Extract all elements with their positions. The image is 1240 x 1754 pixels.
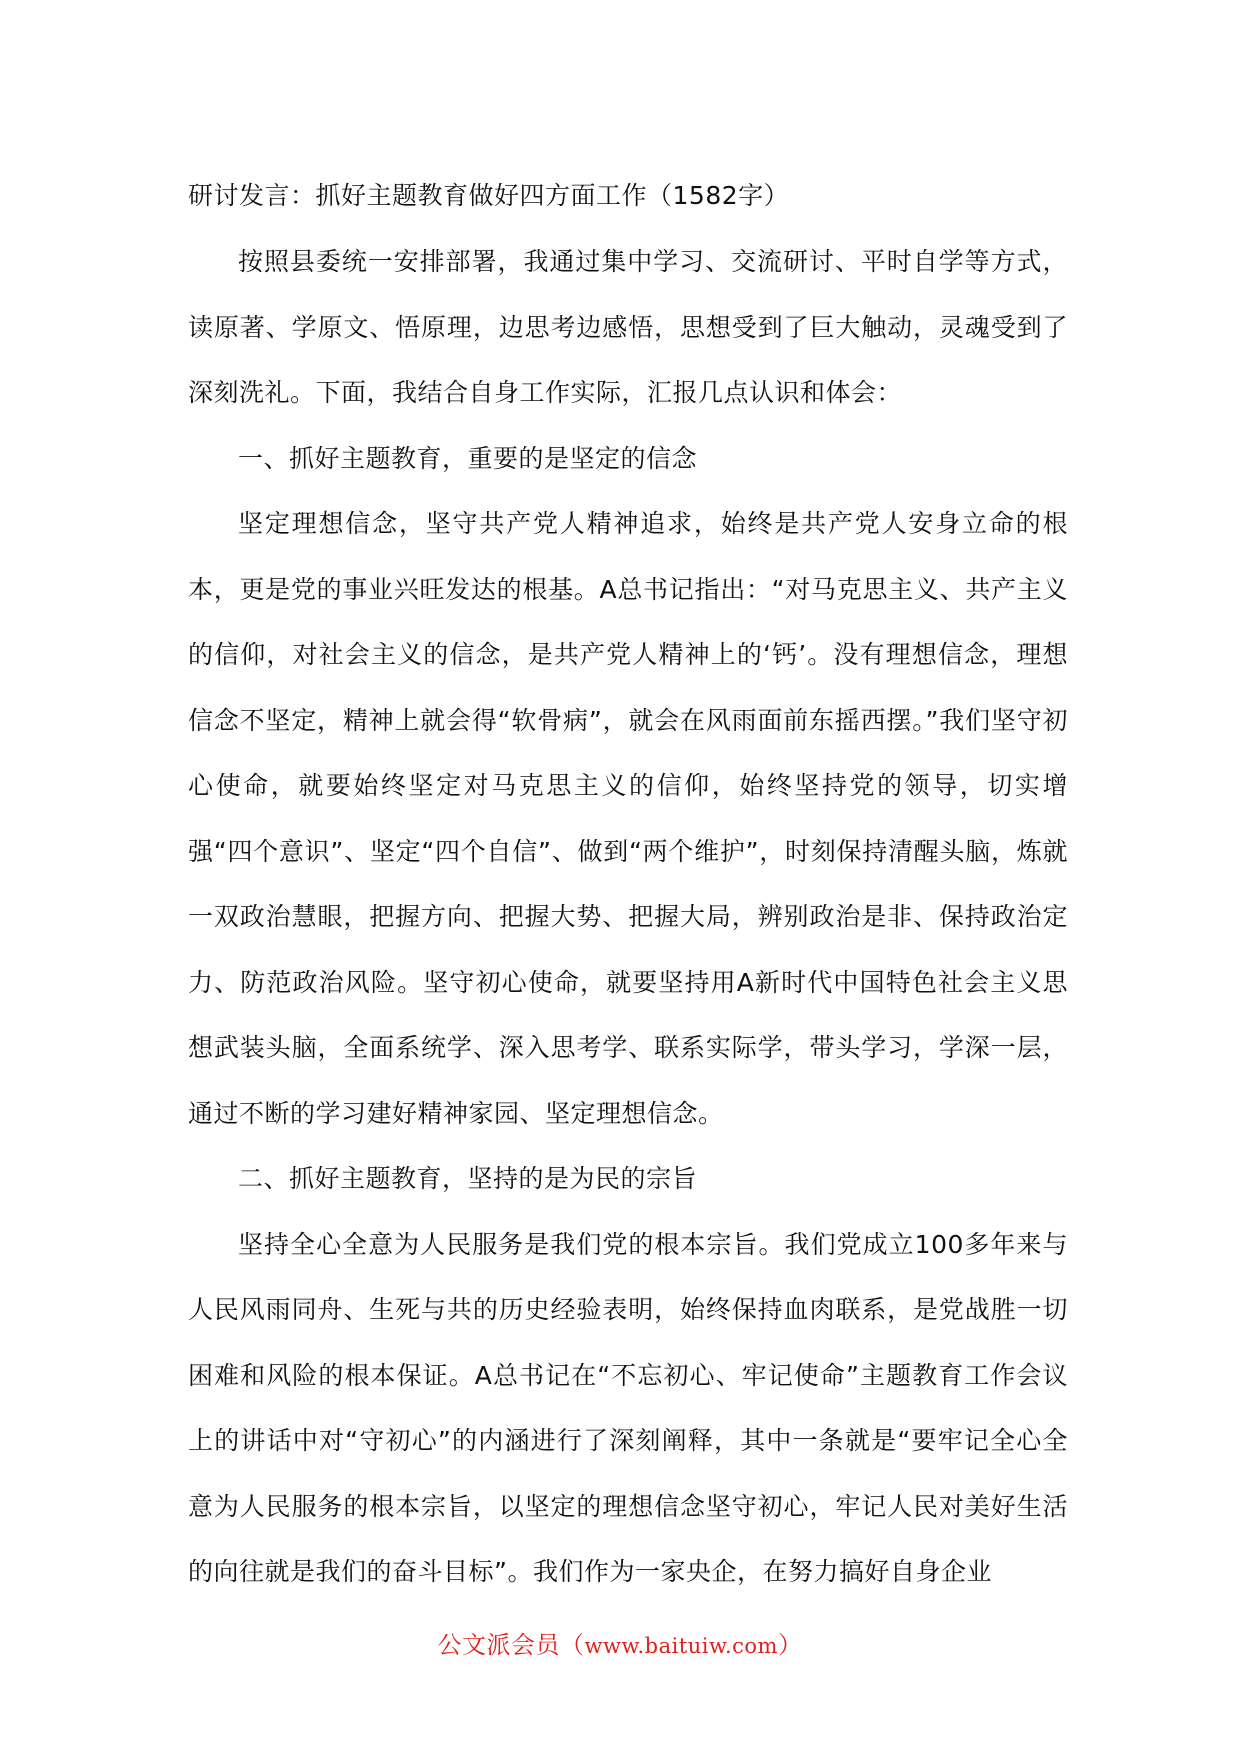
document-title: 研讨发言：抓好主题教育做好四方面工作（1582字） xyxy=(188,181,790,210)
footer-link[interactable]: www.baituiw.com xyxy=(584,1634,778,1658)
section-body-2: 坚持全心全意为人民服务是我们党的根本宗旨。我们党成立100多年来与人民风雨同舟、生死与共的历史经验表明，始终保持血肉联系，是党战胜一切困难和风险的根本保证。A总书记在“不忘初心、牢记使命”主题教育工作会议上的讲话中对“守初心”的内涵进行了深刻阐释，其中一条就是“要牢记全心全意为人民服务的根本宗旨，以坚定的理想信念坚守初心，牢记人民对美好生活的向往就是我们的奋斗目标”。我们作为一家央企，在努力搞好自身企业 xyxy=(188,1229,1068,1586)
section-heading-2: 二、抓好主题教育，坚持的是为民的宗旨 xyxy=(238,1164,698,1193)
footer-watermark xyxy=(0,1625,1240,1660)
section-heading-1: 一、抓好主题教育，重要的是坚定的信念 xyxy=(238,443,698,473)
footer-suffix: ） xyxy=(777,1631,803,1659)
footer-prefix: 公文派会员（ xyxy=(437,1631,585,1659)
document-body xyxy=(188,163,1068,1605)
intro-paragraph: 按照县委统一安排部署，我通过集中学习、交流研讨、平时自学等方式，读原著、学原文、悟原理，边思考边感悟，思想受到了巨大触动，灵魂受到了深刻洗礼。下面，我结合自身工作实际，汇报几点认识和体会： xyxy=(188,247,1068,407)
section-body-1: 坚定理想信念，坚守共产党人精神追求，始终是共产党人安身立命的根本，更是党的事业兴旺发达的根基。A总书记指出：“对马克思主义、共产主义的信仰，对社会主义的信念，是共产党人精神上的‘钙’。没有理想信念，理想信念不坚定，精神上就会得“软骨病”，就会在风雨面前东摇西摆。”我们坚守初心使命，就要始终坚定对马克思主义的信仰，始终坚持党的领导，切实增强“四个意识”、坚定“四个自信”、做到“两个维护”，时刻保持清醒头脑，炼就一双政治慧眼，把握方向、把握大势、把握大局，辨别政治是非、保持政治定力、防范政治风险。坚守初心使命，就要坚持用A新时代中国特色社会主义思想武装头脑，全面系统学、深入思考学、联系实际学，带头学习，学深一层，通过不断的学习建好精神家园、坚定理想信念。 xyxy=(188,509,1068,1128)
